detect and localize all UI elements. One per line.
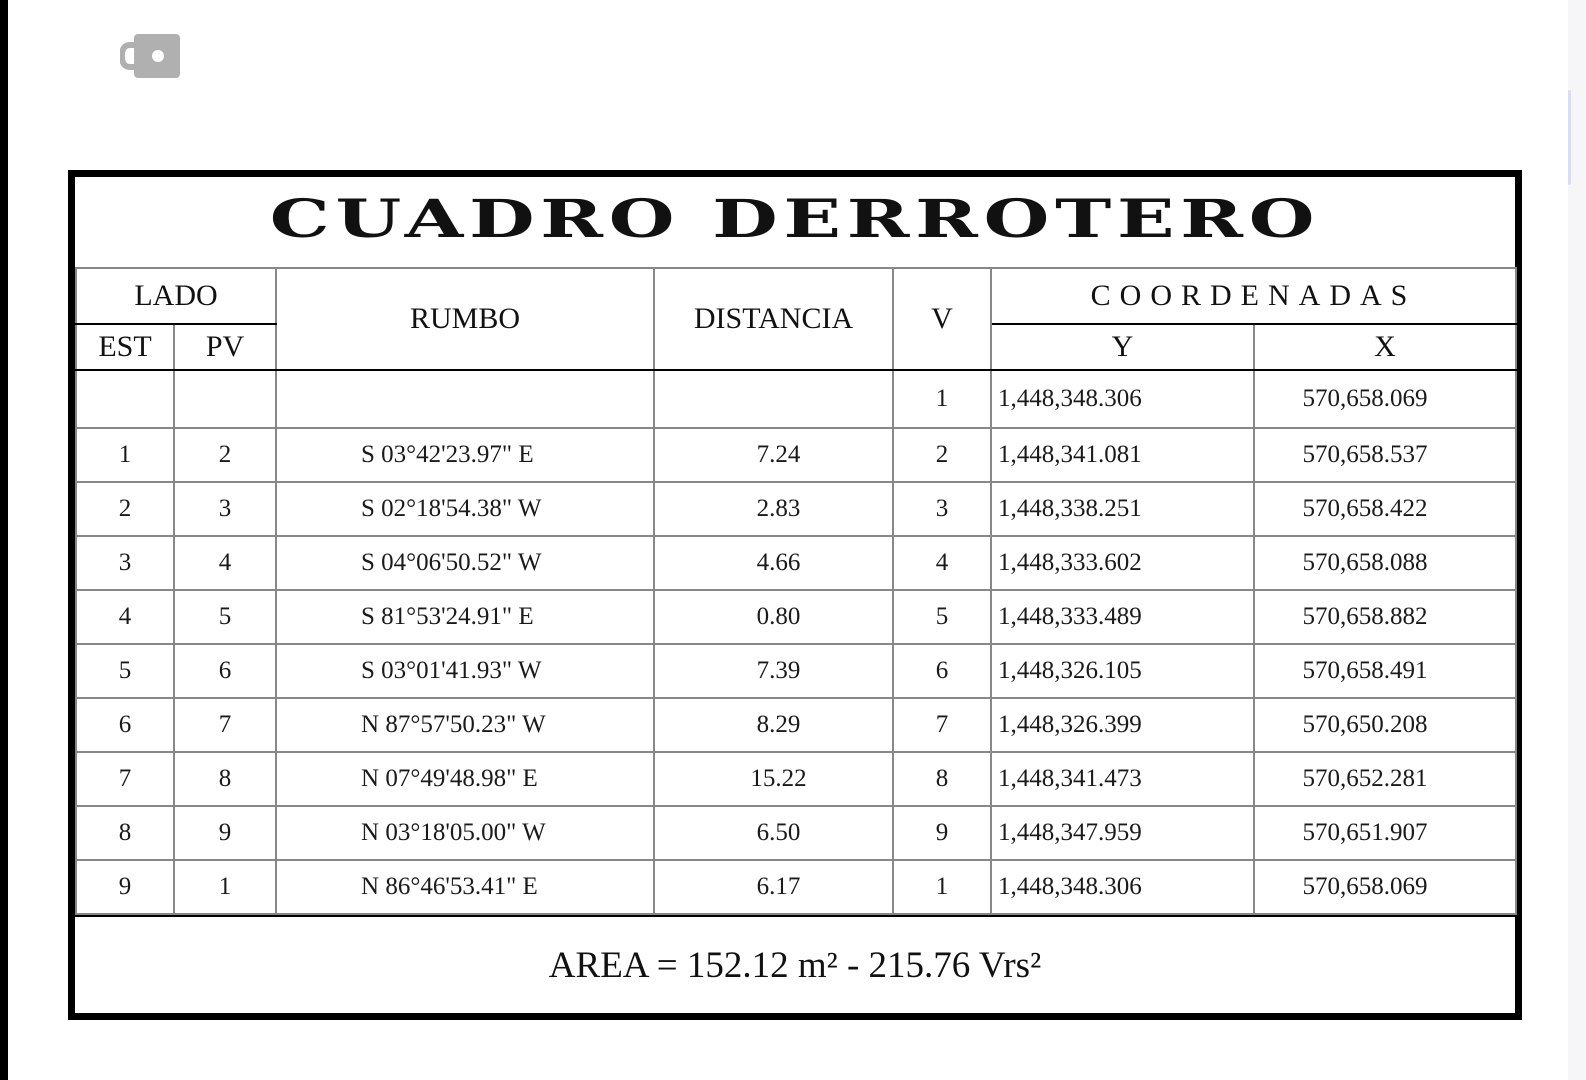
- cell-x: 570,658.491: [1254, 644, 1516, 698]
- cell-rumbo: [276, 370, 654, 428]
- cell-y: 1,448,333.489: [991, 590, 1254, 644]
- cell-rumbo: N 07°49'48.98" E: [276, 752, 654, 806]
- cell-y: 1,448,341.473: [991, 752, 1254, 806]
- cell-x: 570,651.907: [1254, 806, 1516, 860]
- cell-rumbo: N 03°18'05.00" W: [276, 806, 654, 860]
- header-distancia: DISTANCIA: [654, 268, 893, 370]
- left-edge-bar: [0, 0, 8, 1080]
- cell-x: 570,650.208: [1254, 698, 1516, 752]
- table-row: [76, 860, 1516, 914]
- table-row: [76, 536, 1516, 590]
- cell-rumbo: N 86°46'53.41" E: [276, 860, 654, 914]
- header-coordenadas: COORDENADAS: [991, 268, 1516, 324]
- cell-rumbo: N 87°57'50.23" W: [276, 698, 654, 752]
- table-body: [76, 370, 1516, 914]
- header-pv: PV: [174, 324, 276, 370]
- cell-v: 1: [893, 370, 991, 428]
- cell-x: 570,652.281: [1254, 752, 1516, 806]
- cell-est: 1: [76, 428, 174, 482]
- cell-y: 1,448,348.306: [991, 860, 1254, 914]
- area-summary: AREA = 152.12 m² - 215.76 Vrs²: [75, 915, 1515, 1013]
- cell-x: 570,658.422: [1254, 482, 1516, 536]
- header-v: V: [893, 268, 991, 370]
- header-est: EST: [76, 324, 174, 370]
- cell-y: 1,448,347.959: [991, 806, 1254, 860]
- table-title: CUADRO DERROTERO: [269, 188, 1321, 250]
- cell-distancia: 6.17: [654, 860, 893, 914]
- cell-pv: [174, 370, 276, 428]
- cell-y: 1,448,326.399: [991, 698, 1254, 752]
- cell-v: 8: [893, 752, 991, 806]
- table-row: [76, 590, 1516, 644]
- cell-pv: 1: [174, 860, 276, 914]
- cell-x: 570,658.069: [1254, 370, 1516, 428]
- cell-distancia: [654, 370, 893, 428]
- cell-est: 2: [76, 482, 174, 536]
- lock-icon[interactable]: [120, 33, 182, 79]
- table-row: [76, 428, 1516, 482]
- cell-est: 8: [76, 806, 174, 860]
- table-row: [76, 644, 1516, 698]
- table-row: [76, 806, 1516, 860]
- header-row-1: [76, 268, 1516, 324]
- cell-distancia: 7.39: [654, 644, 893, 698]
- cell-x: 570,658.069: [1254, 860, 1516, 914]
- cell-pv: 8: [174, 752, 276, 806]
- derrotero-table: [75, 267, 1517, 915]
- cell-y: 1,448,338.251: [991, 482, 1254, 536]
- cell-x: 570,658.882: [1254, 590, 1516, 644]
- cell-v: 1: [893, 860, 991, 914]
- cell-est: 3: [76, 536, 174, 590]
- derrotero-frame: [68, 170, 1522, 1020]
- cell-pv: 3: [174, 482, 276, 536]
- header-y: Y: [991, 324, 1254, 370]
- cell-rumbo: S 81°53'24.91" E: [276, 590, 654, 644]
- header-rumbo: RUMBO: [276, 268, 654, 370]
- cell-rumbo: S 03°42'23.97" E: [276, 428, 654, 482]
- cell-v: 3: [893, 482, 991, 536]
- cell-y: 1,448,333.602: [991, 536, 1254, 590]
- cell-pv: 9: [174, 806, 276, 860]
- cell-distancia: 0.80: [654, 590, 893, 644]
- cell-est: 9: [76, 860, 174, 914]
- cell-distancia: 6.50: [654, 806, 893, 860]
- cell-pv: 2: [174, 428, 276, 482]
- cell-rumbo: S 02°18'54.38" W: [276, 482, 654, 536]
- cell-pv: 6: [174, 644, 276, 698]
- cell-est: [76, 370, 174, 428]
- cell-est: 4: [76, 590, 174, 644]
- cell-distancia: 15.22: [654, 752, 893, 806]
- cell-distancia: 7.24: [654, 428, 893, 482]
- cell-est: 5: [76, 644, 174, 698]
- cell-distancia: 4.66: [654, 536, 893, 590]
- cell-v: 6: [893, 644, 991, 698]
- cell-v: 5: [893, 590, 991, 644]
- table-row: [76, 752, 1516, 806]
- title-bar: [75, 177, 1515, 269]
- cell-y: 1,448,341.081: [991, 428, 1254, 482]
- right-edge-scroll: [1568, 0, 1586, 1080]
- cell-pv: 4: [174, 536, 276, 590]
- cell-pv: 5: [174, 590, 276, 644]
- header-x: X: [1254, 324, 1516, 370]
- cell-rumbo: S 04°06'50.52" W: [276, 536, 654, 590]
- table-row: [76, 698, 1516, 752]
- cell-x: 570,658.088: [1254, 536, 1516, 590]
- cell-x: 570,658.537: [1254, 428, 1516, 482]
- cell-est: 6: [76, 698, 174, 752]
- table-row: [76, 482, 1516, 536]
- cell-distancia: 8.29: [654, 698, 893, 752]
- cell-y: 1,448,348.306: [991, 370, 1254, 428]
- table-row: [76, 370, 1516, 428]
- cell-distancia: 2.83: [654, 482, 893, 536]
- cell-est: 7: [76, 752, 174, 806]
- cell-pv: 7: [174, 698, 276, 752]
- cell-v: 9: [893, 806, 991, 860]
- cell-v: 2: [893, 428, 991, 482]
- header-lado: LADO: [76, 268, 276, 324]
- cell-v: 4: [893, 536, 991, 590]
- cell-rumbo: S 03°01'41.93" W: [276, 644, 654, 698]
- cell-v: 7: [893, 698, 991, 752]
- cell-y: 1,448,326.105: [991, 644, 1254, 698]
